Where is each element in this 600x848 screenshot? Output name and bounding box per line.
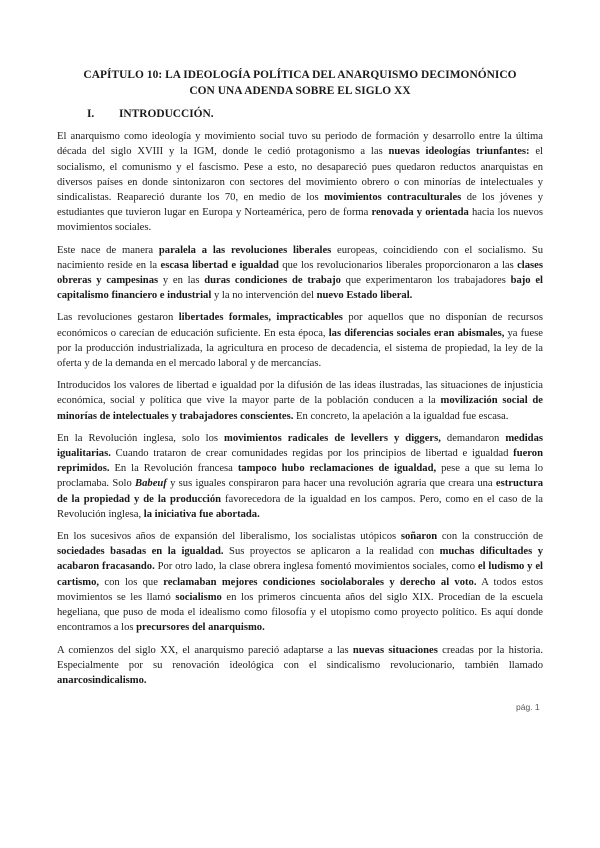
text-run: En la Revolución francesa	[109, 463, 238, 475]
paragraph	[57, 243, 543, 304]
emphasis-text: bajo el capitalismo financiero e industrial	[57, 275, 543, 302]
emphasis-text: precursores del anarquismo.	[136, 622, 265, 634]
paragraph	[57, 310, 543, 371]
paragraph	[57, 129, 543, 235]
text-run: y en las	[158, 275, 205, 287]
chapter-title	[57, 68, 543, 99]
emphasis-text: estructura de la propiedad y de la producción	[57, 478, 543, 505]
text-run: con la construcción de	[437, 531, 543, 543]
text-run: Cuando trataron de crear comunidades regidas por los principios de libertad e igualdad	[110, 448, 514, 460]
text-run: En los sucesivos años de expansión del liberalismo, los socialistas utópicos	[57, 531, 401, 543]
emphasis-text: la iniciativa fue abortada.	[143, 508, 260, 520]
emphasis-text: paralela a las revoluciones liberales	[158, 244, 332, 256]
paragraph	[57, 378, 543, 424]
paragraph	[57, 643, 543, 689]
emphasis-text: movimientos contraculturales	[324, 192, 462, 204]
emphasis-text: libertades formales, impracticables	[178, 312, 343, 324]
text-run: europeas, coincidiendo con el socialismo. Su nacimiento reside en la	[57, 244, 544, 271]
emphasis-text: sociedades basadas en la igualdad.	[57, 546, 224, 558]
section-title: INTRODUCCIÓN.	[119, 108, 214, 120]
text-run: Por otro lado, la clase obrera inglesa fomentó movimientos sociales, como	[154, 561, 478, 573]
emphasis-text: renovada y orientada	[371, 207, 469, 219]
paragraph	[57, 431, 543, 522]
text-run: demandaron	[440, 432, 506, 444]
emphasis-text: anarcosindicalismo.	[57, 674, 147, 686]
section-number: I.	[87, 108, 95, 120]
emphasis-text	[135, 478, 167, 489]
text-run: en los primeros cincuenta años del siglo XIX. Procedían de la escuela hegeliana, que puso de moda el idealismo como filosofía y el utopismo como proyecto político. Es aquí donde encontramos a los	[57, 591, 543, 634]
text-run: con los que	[99, 576, 164, 588]
text-run: Las revoluciones gestaron	[57, 312, 179, 324]
text-run: En concreto, la apelación a la igualdad fue escasa.	[293, 410, 509, 422]
text-run: Sus proyectos se aplicaron a la realidad con	[223, 546, 440, 558]
document-page	[57, 68, 543, 695]
emphasis-text: nuevas situaciones	[352, 644, 438, 656]
emphasis-text: escasa libertad e igualdad	[160, 259, 279, 271]
emphasis-text: clases obreras y campesinas	[57, 259, 543, 287]
emphasis-text: medidas igualitarias.	[57, 432, 543, 460]
text-run: y la no intervención del	[211, 290, 317, 302]
text-run: que experimentaron los trabajadores	[340, 275, 511, 287]
text-run: de los jóvenes y estudiantes que tuvieron lugar en Europa y Norteamérica, pero de forma	[57, 192, 543, 219]
text-run: En la Revolución inglesa, solo los	[57, 432, 225, 444]
emphasis-text: soñaron	[400, 531, 438, 543]
emphasis-text: las diferencias sociales eran abismales,	[328, 327, 505, 339]
text-run: por aquellos que no disponían de recursos económicos o carecían de educación suficiente. En esta época,	[57, 312, 543, 339]
italic-text: Babeuf	[135, 478, 167, 490]
text-run: favorecedora de la igualdad en los campos. Pero, como en el caso de la Revolución inglesa,	[57, 493, 543, 520]
emphasis-text: fueron reprimidos.	[57, 448, 543, 475]
text-run: el socialismo, el comunismo y el fascismo. Pese a esto, no desapareció pues quedaron reductos anarquistas en diversos países en donde sintonizaron con sectores del movimiento obrero o con minorías de intelectuales y sindicalistas. Reapareció durante los 70, en medio de los	[57, 146, 543, 204]
body-text	[57, 129, 543, 688]
text-run: A todos estos movimientos se les llamó	[57, 576, 543, 603]
text-run: hacia los nuevos movimientos sociales.	[57, 207, 543, 234]
emphasis-text: tampoco hubo reclamaciones de igualdad,	[237, 463, 437, 475]
text-run: pese a que su lema lo proclamaba. Solo	[57, 463, 543, 490]
text-run: creadas por la historia. Especialmente por su renovación ideológica con el sindicalismo revolucionario, también llamado	[57, 644, 543, 671]
emphasis-text: muchas dificultades y acabaron fracasando.	[57, 546, 543, 573]
emphasis-text: nuevas ideologías triunfantes:	[388, 146, 530, 158]
text-run: que los revolucionarios liberales proporcionaron a las	[278, 259, 518, 271]
text-run: A comienzos del siglo XX, el anarquismo pareció adaptarse a las	[57, 644, 353, 656]
text-run: Este nace de manera	[57, 244, 159, 256]
text-run: El anarquismo como ideología y movimiento social tuvo su periodo de formación y desarrollo entre la última década del siglo XVIII y la IGM, donde le cedió protagonismo a las	[57, 131, 543, 158]
text-run: ya fuese por la producción industrializada, la agricultura en proceso de decadencia, el sistema de propiedad, la ley de la oferta y de la demanda en el mercado laboral y de mercancías.	[57, 327, 543, 370]
emphasis-text: reclamaban mejores condiciones sociolaborales y derecho al voto.	[163, 576, 477, 588]
text-run: Introducidos los valores de libertad e igualdad por la difusión de las ideas ilustradas, las situaciones de injusticia económica, social y política que vive la mayor parte de la población conducen a la	[57, 380, 543, 407]
text-run: y sus iguales conspiraron para hacer una revolución agraria que creara una	[166, 478, 496, 490]
page-number: pág. 1	[516, 702, 540, 712]
section-heading	[57, 107, 543, 122]
emphasis-text: socialismo	[175, 591, 222, 603]
emphasis-text: movilización social de minorías de intelectuales y trabajadores conscientes.	[57, 395, 544, 422]
emphasis-text: el ludismo y el cartismo,	[57, 561, 543, 588]
emphasis-text: duras condiciones de trabajo	[204, 275, 341, 287]
emphasis-text: movimientos radicales de levellers y diggers,	[224, 432, 441, 444]
chapter-title-line-2: CON UNA ADENDA SOBRE EL SIGLO XX	[189, 84, 411, 97]
emphasis-text: nuevo Estado liberal.	[316, 290, 413, 302]
chapter-title-line-1: CAPÍTULO 10: LA IDEOLOGÍA POLÍTICA DEL ANARQUISMO DECIMONÓNICO	[83, 69, 517, 81]
paragraph	[57, 529, 543, 635]
